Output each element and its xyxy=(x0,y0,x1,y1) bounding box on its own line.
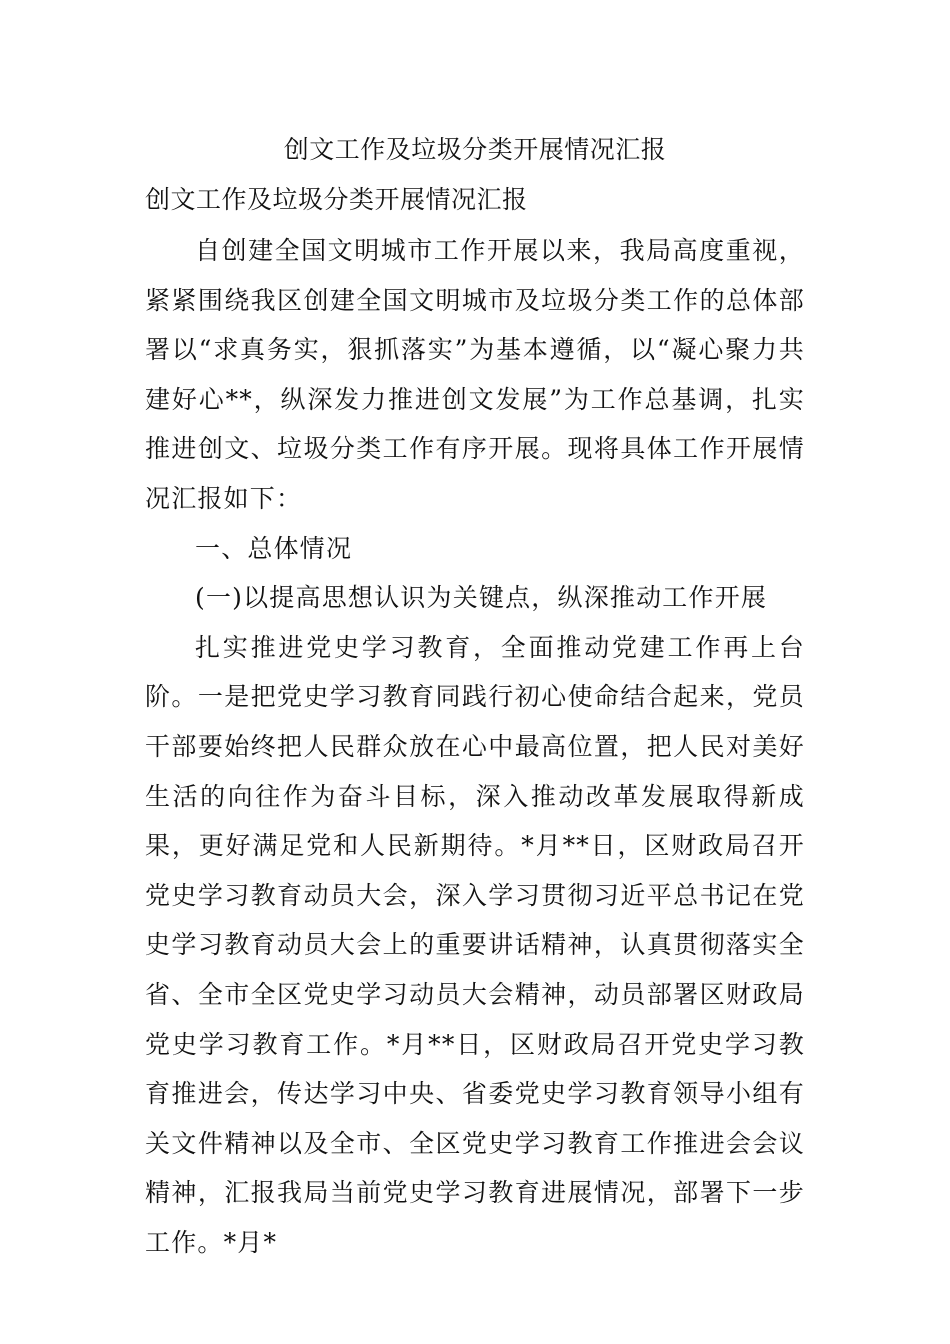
document-title: 创文工作及垃圾分类开展情况汇报 xyxy=(283,135,667,164)
body-paragraph: 扎实推进党史学习教育，全面推动党建工作再上台阶。一是把党史学习教育同践行初心使命结合起来，党员干部要始终把人民群众放在心中最高位置，把人民对美好生活的向往作为奋斗目标，深入推动改革发展取得新成果，更好满足党和人民新期待。*月**日，区财政局召开党史学习教育动员大会，深入学习贯彻习近平总书记在党史学习教育动员大会上的重要讲话精神，认真贯彻落实全省、全市全区党史学习动员大会精神，动员部署区财政局党史学习教育工作。*月**日，区财政局召开党史学习教育推进会，传达学习中央、省委党史学习教育领导小组有关文件精神以及全市、全区党史学习教育工作推进会会议精神，汇报我局当前党史学习教育进展情况，部署下一步工作。*月* xyxy=(145,632,805,1257)
section-heading: 一、总体情况 xyxy=(195,533,353,563)
document-subtitle: 创文工作及垃圾分类开展情况汇报 xyxy=(145,185,528,214)
subsection-heading: (一)以提高思想认识为关键点，纵深推动工作开展 xyxy=(195,583,768,613)
intro-paragraph: 自创建全国文明城市工作开展以来，我局高度重视，紧紧围绕我区创建全国文明城市及垃圾分类工作的总体部署以“求真务实，狠抓落实”为基本遵循，以“凝心聚力共建好心**，纵深发力推进创文发展”为工作总基调，扎实推进创文、垃圾分类工作有序开展。现将具体工作开展情况汇报如下： xyxy=(145,236,805,513)
document-body xyxy=(145,226,805,1267)
